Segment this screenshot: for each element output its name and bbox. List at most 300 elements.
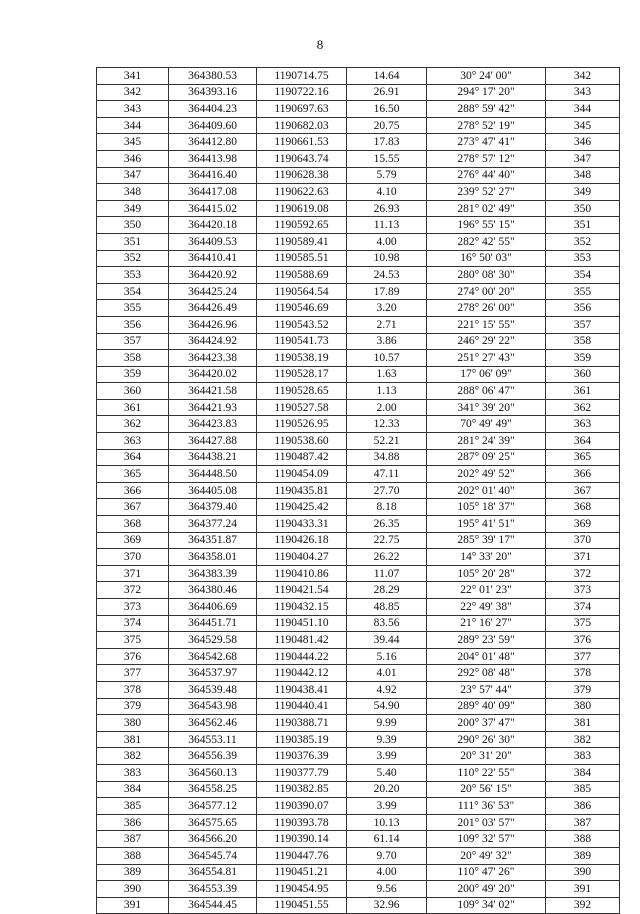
distance-cell: 26.35: [347, 516, 427, 533]
distance-cell: 10.57: [347, 350, 427, 367]
x-coordinate-cell: 364560.13: [169, 764, 257, 781]
next-point-cell: 388: [546, 831, 620, 848]
table-row: [97, 881, 620, 898]
next-point-cell: 363: [546, 416, 620, 433]
y-coordinate-cell: 1190442.12: [257, 665, 347, 682]
distance-cell: 26.91: [347, 84, 427, 101]
x-coordinate-cell: 364380.53: [169, 68, 257, 85]
distance-cell: 1.63: [347, 366, 427, 383]
point-number-cell: 366: [97, 482, 169, 499]
next-point-cell: 372: [546, 565, 620, 582]
x-coordinate-cell: 364448.50: [169, 466, 257, 483]
x-coordinate-cell: 364426.96: [169, 316, 257, 333]
bearing-cell: 20° 49' 32": [427, 847, 546, 864]
bearing-cell: 276° 44' 40": [427, 167, 546, 184]
next-point-cell: 357: [546, 316, 620, 333]
x-coordinate-cell: 364566.20: [169, 831, 257, 848]
bearing-cell: 251° 27' 43": [427, 350, 546, 367]
point-number-cell: 365: [97, 466, 169, 483]
point-number-cell: 388: [97, 847, 169, 864]
next-point-cell: 347: [546, 150, 620, 167]
next-point-cell: 382: [546, 731, 620, 748]
bearing-cell: 23° 57' 44": [427, 681, 546, 698]
table-row: [97, 549, 620, 566]
distance-cell: 4.00: [347, 864, 427, 881]
y-coordinate-cell: 1190385.19: [257, 731, 347, 748]
y-coordinate-cell: 1190440.41: [257, 698, 347, 715]
bearing-cell: 280° 08' 30": [427, 267, 546, 284]
x-coordinate-cell: 364425.24: [169, 283, 257, 300]
point-number-cell: 368: [97, 516, 169, 533]
point-number-cell: 391: [97, 897, 169, 914]
y-coordinate-cell: 1190404.27: [257, 549, 347, 566]
bearing-cell: 288° 06' 47": [427, 383, 546, 400]
y-coordinate-cell: 1190564.54: [257, 283, 347, 300]
table-row: [97, 416, 620, 433]
bearing-cell: 202° 49' 52": [427, 466, 546, 483]
distance-cell: 54.90: [347, 698, 427, 715]
next-point-cell: 392: [546, 897, 620, 914]
bearing-cell: 105° 18' 37": [427, 499, 546, 516]
y-coordinate-cell: 1190451.55: [257, 897, 347, 914]
next-point-cell: 354: [546, 267, 620, 284]
table-row: [97, 267, 620, 284]
next-point-cell: 353: [546, 250, 620, 267]
table-row: [97, 499, 620, 516]
bearing-cell: 16° 50' 03": [427, 250, 546, 267]
bearing-cell: 21° 16' 27": [427, 615, 546, 632]
y-coordinate-cell: 1190643.74: [257, 150, 347, 167]
x-coordinate-cell: 364424.92: [169, 333, 257, 350]
point-number-cell: 344: [97, 117, 169, 134]
x-coordinate-cell: 364537.97: [169, 665, 257, 682]
table-row: [97, 615, 620, 632]
table-row: [97, 897, 620, 914]
y-coordinate-cell: 1190714.75: [257, 68, 347, 85]
x-coordinate-cell: 364409.60: [169, 117, 257, 134]
next-point-cell: 362: [546, 399, 620, 416]
distance-cell: 2.00: [347, 399, 427, 416]
next-point-cell: 389: [546, 847, 620, 864]
table-row: [97, 532, 620, 549]
y-coordinate-cell: 1190682.03: [257, 117, 347, 134]
distance-cell: 12.33: [347, 416, 427, 433]
page-number: 8: [316, 37, 324, 52]
table-row: [97, 731, 620, 748]
y-coordinate-cell: 1190526.95: [257, 416, 347, 433]
next-point-cell: 369: [546, 516, 620, 533]
distance-cell: 3.86: [347, 333, 427, 350]
x-coordinate-cell: 364406.69: [169, 599, 257, 616]
x-coordinate-cell: 364553.39: [169, 881, 257, 898]
bearing-cell: 221° 15' 55": [427, 316, 546, 333]
table-row: [97, 350, 620, 367]
next-point-cell: 342: [546, 68, 620, 85]
distance-cell: 34.88: [347, 449, 427, 466]
y-coordinate-cell: 1190661.53: [257, 134, 347, 151]
x-coordinate-cell: 364542.68: [169, 648, 257, 665]
point-number-cell: 354: [97, 283, 169, 300]
next-point-cell: 370: [546, 532, 620, 549]
bearing-cell: 285° 39' 17": [427, 532, 546, 549]
next-point-cell: 345: [546, 117, 620, 134]
point-number-cell: 341: [97, 68, 169, 85]
point-number-cell: 375: [97, 632, 169, 649]
table-row: [97, 764, 620, 781]
next-point-cell: 361: [546, 383, 620, 400]
point-number-cell: 385: [97, 798, 169, 815]
point-number-cell: 376: [97, 648, 169, 665]
point-number-cell: 346: [97, 150, 169, 167]
y-coordinate-cell: 1190589.41: [257, 233, 347, 250]
next-point-cell: 344: [546, 101, 620, 118]
point-number-cell: 382: [97, 748, 169, 765]
y-coordinate-cell: 1190585.51: [257, 250, 347, 267]
bearing-cell: 20° 56' 15": [427, 781, 546, 798]
distance-cell: 8.18: [347, 499, 427, 516]
point-number-cell: 377: [97, 665, 169, 682]
point-number-cell: 371: [97, 565, 169, 582]
distance-cell: 15.55: [347, 150, 427, 167]
table-row: [97, 68, 620, 85]
bearing-cell: 246° 29' 22": [427, 333, 546, 350]
next-point-cell: 385: [546, 781, 620, 798]
next-point-cell: 348: [546, 167, 620, 184]
next-point-cell: 381: [546, 715, 620, 732]
y-coordinate-cell: 1190388.71: [257, 715, 347, 732]
table-row: [97, 366, 620, 383]
bearing-cell: 287° 09' 25": [427, 449, 546, 466]
distance-cell: 61.14: [347, 831, 427, 848]
table-row: [97, 582, 620, 599]
table-row: [97, 167, 620, 184]
point-number-cell: 360: [97, 383, 169, 400]
table-row: [97, 864, 620, 881]
point-number-cell: 378: [97, 681, 169, 698]
point-number-cell: 352: [97, 250, 169, 267]
point-number-cell: 381: [97, 731, 169, 748]
table-row: [97, 482, 620, 499]
point-number-cell: 363: [97, 433, 169, 450]
next-point-cell: 349: [546, 184, 620, 201]
table-row: [97, 665, 620, 682]
point-number-cell: 373: [97, 599, 169, 616]
x-coordinate-cell: 364379.40: [169, 499, 257, 516]
x-coordinate-cell: 364558.25: [169, 781, 257, 798]
x-coordinate-cell: 364529.58: [169, 632, 257, 649]
distance-cell: 9.99: [347, 715, 427, 732]
point-number-cell: 390: [97, 881, 169, 898]
bearing-cell: 289° 40' 09": [427, 698, 546, 715]
x-coordinate-cell: 364405.08: [169, 482, 257, 499]
point-number-cell: 358: [97, 350, 169, 367]
distance-cell: 5.79: [347, 167, 427, 184]
distance-cell: 9.70: [347, 847, 427, 864]
x-coordinate-cell: 364544.45: [169, 897, 257, 914]
x-coordinate-cell: 364415.02: [169, 200, 257, 217]
table-row: [97, 847, 620, 864]
bearing-cell: 289° 23' 59": [427, 632, 546, 649]
bearing-cell: 273° 47' 41": [427, 134, 546, 151]
next-point-cell: 374: [546, 599, 620, 616]
bearing-cell: 239° 52' 27": [427, 184, 546, 201]
y-coordinate-cell: 1190697.63: [257, 101, 347, 118]
next-point-cell: 375: [546, 615, 620, 632]
point-number-cell: 387: [97, 831, 169, 848]
bearing-cell: 22° 49' 38": [427, 599, 546, 616]
y-coordinate-cell: 1190619.08: [257, 200, 347, 217]
y-coordinate-cell: 1190410.86: [257, 565, 347, 582]
distance-cell: 17.83: [347, 134, 427, 151]
y-coordinate-cell: 1190432.15: [257, 599, 347, 616]
distance-cell: 26.22: [347, 549, 427, 566]
bearing-cell: 22° 01' 23": [427, 582, 546, 599]
next-point-cell: 367: [546, 482, 620, 499]
y-coordinate-cell: 1190393.78: [257, 814, 347, 831]
point-number-cell: 359: [97, 366, 169, 383]
y-coordinate-cell: 1190438.41: [257, 681, 347, 698]
x-coordinate-cell: 364427.88: [169, 433, 257, 450]
point-number-cell: 343: [97, 101, 169, 118]
distance-cell: 17.89: [347, 283, 427, 300]
next-point-cell: 351: [546, 217, 620, 234]
table-row: [97, 134, 620, 151]
next-point-cell: 386: [546, 798, 620, 815]
bearing-cell: 17° 06' 09": [427, 366, 546, 383]
bearing-cell: 202° 01' 40": [427, 482, 546, 499]
y-coordinate-cell: 1190425.42: [257, 499, 347, 516]
table-row: [97, 300, 620, 317]
bearing-cell: 281° 02' 49": [427, 200, 546, 217]
x-coordinate-cell: 364426.49: [169, 300, 257, 317]
next-point-cell: 356: [546, 300, 620, 317]
table-row: [97, 648, 620, 665]
bearing-cell: 20° 31' 20": [427, 748, 546, 765]
bearing-cell: 204° 01' 48": [427, 648, 546, 665]
distance-cell: 26.93: [347, 200, 427, 217]
distance-cell: 24.53: [347, 267, 427, 284]
distance-cell: 1.13: [347, 383, 427, 400]
y-coordinate-cell: 1190454.09: [257, 466, 347, 483]
x-coordinate-cell: 364420.02: [169, 366, 257, 383]
point-number-cell: 351: [97, 233, 169, 250]
x-coordinate-cell: 364575.65: [169, 814, 257, 831]
y-coordinate-cell: 1190376.39: [257, 748, 347, 765]
table-row: [97, 715, 620, 732]
table-row: [97, 433, 620, 450]
point-number-cell: 349: [97, 200, 169, 217]
distance-cell: 20.75: [347, 117, 427, 134]
x-coordinate-cell: 364409.53: [169, 233, 257, 250]
x-coordinate-cell: 364417.08: [169, 184, 257, 201]
bearing-cell: 274° 00' 20": [427, 283, 546, 300]
y-coordinate-cell: 1190543.52: [257, 316, 347, 333]
bearing-cell: 278° 52' 19": [427, 117, 546, 134]
distance-cell: 10.98: [347, 250, 427, 267]
x-coordinate-cell: 364539.48: [169, 681, 257, 698]
table-row: [97, 831, 620, 848]
bearing-cell: 278° 57' 12": [427, 150, 546, 167]
y-coordinate-cell: 1190454.95: [257, 881, 347, 898]
bearing-cell: 288° 59' 42": [427, 101, 546, 118]
next-point-cell: 384: [546, 764, 620, 781]
next-point-cell: 377: [546, 648, 620, 665]
distance-cell: 9.39: [347, 731, 427, 748]
y-coordinate-cell: 1190433.31: [257, 516, 347, 533]
bearing-cell: 290° 26' 30": [427, 731, 546, 748]
x-coordinate-cell: 364380.46: [169, 582, 257, 599]
y-coordinate-cell: 1190382.85: [257, 781, 347, 798]
bearing-cell: 294° 17' 20": [427, 84, 546, 101]
x-coordinate-cell: 364577.12: [169, 798, 257, 815]
bearing-cell: 341° 39' 20": [427, 399, 546, 416]
next-point-cell: 368: [546, 499, 620, 516]
distance-cell: 4.01: [347, 665, 427, 682]
bearing-cell: 105° 20' 28": [427, 565, 546, 582]
point-number-cell: 355: [97, 300, 169, 317]
next-point-cell: 343: [546, 84, 620, 101]
bearing-cell: 201° 03' 57": [427, 814, 546, 831]
point-number-cell: 350: [97, 217, 169, 234]
distance-cell: 22.75: [347, 532, 427, 549]
x-coordinate-cell: 364451.71: [169, 615, 257, 632]
x-coordinate-cell: 364423.83: [169, 416, 257, 433]
distance-cell: 32.96: [347, 897, 427, 914]
next-point-cell: 376: [546, 632, 620, 649]
x-coordinate-cell: 364556.39: [169, 748, 257, 765]
table-row: [97, 781, 620, 798]
y-coordinate-cell: 1190481.42: [257, 632, 347, 649]
y-coordinate-cell: 1190527.58: [257, 399, 347, 416]
table-row: [97, 516, 620, 533]
y-coordinate-cell: 1190541.73: [257, 333, 347, 350]
bearing-cell: 109° 32' 57": [427, 831, 546, 848]
table-row: [97, 466, 620, 483]
y-coordinate-cell: 1190421.54: [257, 582, 347, 599]
table-row: [97, 681, 620, 698]
distance-cell: 9.56: [347, 881, 427, 898]
x-coordinate-cell: 364383.39: [169, 565, 257, 582]
x-coordinate-cell: 364416.40: [169, 167, 257, 184]
y-coordinate-cell: 1190528.65: [257, 383, 347, 400]
distance-cell: 2.71: [347, 316, 427, 333]
table-row: [97, 565, 620, 582]
table-row: [97, 184, 620, 201]
distance-cell: 39.44: [347, 632, 427, 649]
x-coordinate-cell: 364423.38: [169, 350, 257, 367]
x-coordinate-cell: 364543.98: [169, 698, 257, 715]
point-number-cell: 348: [97, 184, 169, 201]
y-coordinate-cell: 1190426.18: [257, 532, 347, 549]
point-number-cell: 356: [97, 316, 169, 333]
next-point-cell: 373: [546, 582, 620, 599]
y-coordinate-cell: 1190444.22: [257, 648, 347, 665]
x-coordinate-cell: 364393.16: [169, 84, 257, 101]
table-row: [97, 748, 620, 765]
y-coordinate-cell: 1190588.69: [257, 267, 347, 284]
next-point-cell: 379: [546, 681, 620, 698]
y-coordinate-cell: 1190487.42: [257, 449, 347, 466]
next-point-cell: 365: [546, 449, 620, 466]
point-number-cell: 367: [97, 499, 169, 516]
y-coordinate-cell: 1190722.16: [257, 84, 347, 101]
point-number-cell: 370: [97, 549, 169, 566]
distance-cell: 5.40: [347, 764, 427, 781]
next-point-cell: 355: [546, 283, 620, 300]
table-row: [97, 399, 620, 416]
x-coordinate-cell: 364553.11: [169, 731, 257, 748]
bearing-cell: 282° 42' 55": [427, 233, 546, 250]
bearing-cell: 200° 49' 20": [427, 881, 546, 898]
x-coordinate-cell: 364377.24: [169, 516, 257, 533]
next-point-cell: 387: [546, 814, 620, 831]
y-coordinate-cell: 1190592.65: [257, 217, 347, 234]
table-row: [97, 250, 620, 267]
distance-cell: 16.50: [347, 101, 427, 118]
table-row: [97, 333, 620, 350]
point-number-cell: 369: [97, 532, 169, 549]
x-coordinate-cell: 364420.92: [169, 267, 257, 284]
y-coordinate-cell: 1190390.07: [257, 798, 347, 815]
point-number-cell: 353: [97, 267, 169, 284]
distance-cell: 20.20: [347, 781, 427, 798]
x-coordinate-cell: 364554.81: [169, 864, 257, 881]
y-coordinate-cell: 1190546.69: [257, 300, 347, 317]
distance-cell: 5.16: [347, 648, 427, 665]
table-row: [97, 383, 620, 400]
distance-cell: 27.70: [347, 482, 427, 499]
bearing-cell: 110° 22' 55": [427, 764, 546, 781]
next-point-cell: 352: [546, 233, 620, 250]
table-row: [97, 200, 620, 217]
next-point-cell: 366: [546, 466, 620, 483]
distance-cell: 14.64: [347, 68, 427, 85]
distance-cell: 11.07: [347, 565, 427, 582]
distance-cell: 48.85: [347, 599, 427, 616]
x-coordinate-cell: 364562.46: [169, 715, 257, 732]
x-coordinate-cell: 364420.18: [169, 217, 257, 234]
distance-cell: 4.00: [347, 233, 427, 250]
point-number-cell: 374: [97, 615, 169, 632]
y-coordinate-cell: 1190451.21: [257, 864, 347, 881]
table-row: [97, 599, 620, 616]
bearing-cell: 30° 24' 00": [427, 68, 546, 85]
y-coordinate-cell: 1190628.38: [257, 167, 347, 184]
coordinates-table: [96, 67, 620, 914]
point-number-cell: 362: [97, 416, 169, 433]
bearing-cell: 195° 41' 51": [427, 516, 546, 533]
x-coordinate-cell: 364545.74: [169, 847, 257, 864]
distance-cell: 3.20: [347, 300, 427, 317]
next-point-cell: 383: [546, 748, 620, 765]
x-coordinate-cell: 364410.41: [169, 250, 257, 267]
bearing-cell: 281° 24' 39": [427, 433, 546, 450]
point-number-cell: 389: [97, 864, 169, 881]
next-point-cell: 364: [546, 433, 620, 450]
y-coordinate-cell: 1190622.63: [257, 184, 347, 201]
distance-cell: 28.29: [347, 582, 427, 599]
distance-cell: 83.56: [347, 615, 427, 632]
distance-cell: 4.92: [347, 681, 427, 698]
table-row: [97, 814, 620, 831]
point-number-cell: 347: [97, 167, 169, 184]
table-row: [97, 283, 620, 300]
next-point-cell: 360: [546, 366, 620, 383]
y-coordinate-cell: 1190528.17: [257, 366, 347, 383]
point-number-cell: 386: [97, 814, 169, 831]
point-number-cell: 361: [97, 399, 169, 416]
y-coordinate-cell: 1190435.81: [257, 482, 347, 499]
